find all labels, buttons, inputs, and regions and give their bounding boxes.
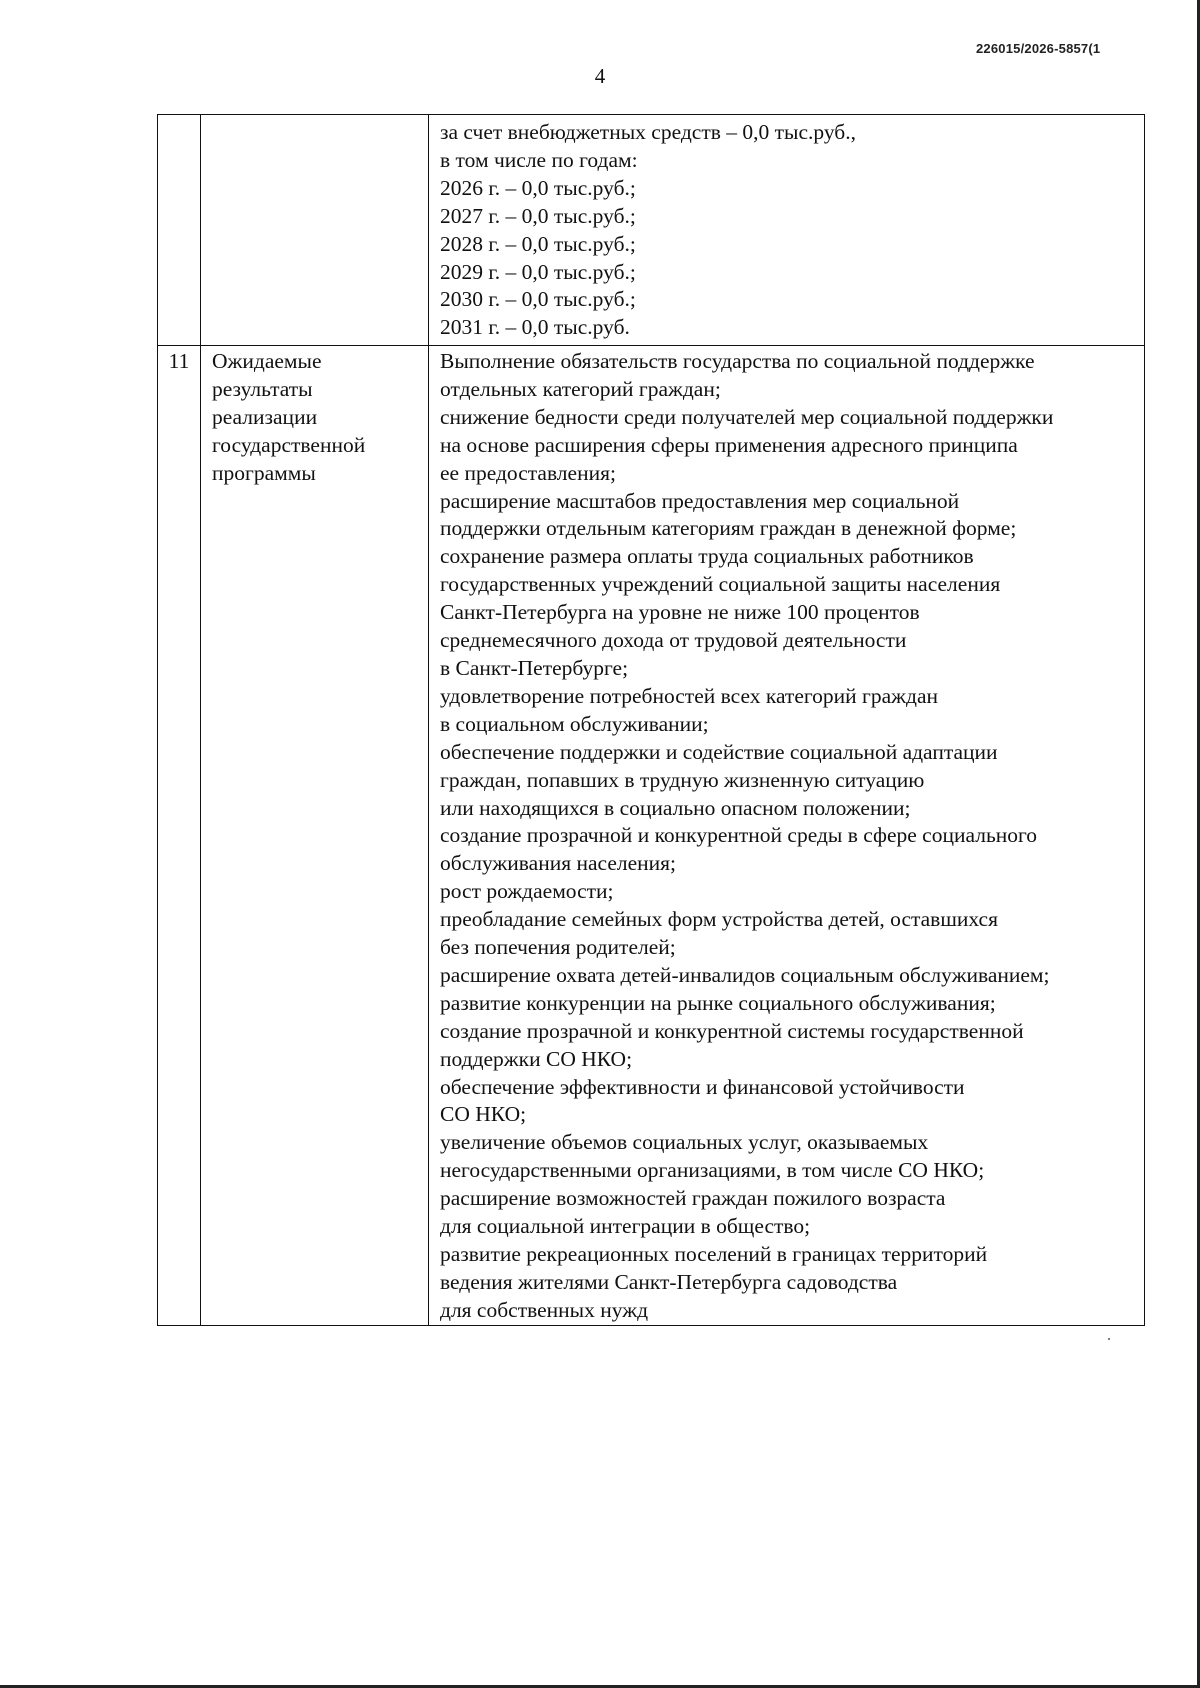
text-line: расширение масштабов предоставления мер социальной	[440, 488, 960, 513]
table-row	[158, 115, 1145, 346]
text-line: СО НКО;	[440, 1102, 527, 1127]
text-line: для социальной интеграции в общество;	[440, 1214, 811, 1239]
text-line: 2030 г. – 0,0 тыс.руб.;	[440, 287, 636, 312]
row-name-cell	[201, 346, 429, 1326]
text-line: отдельных категорий граждан;	[440, 376, 721, 401]
row-number-cell	[158, 115, 201, 346]
scan-speck	[1108, 1338, 1110, 1340]
text-line: обслуживания населения;	[440, 851, 677, 876]
text-line: ведения жителями Санкт-Петербурга садоводства	[440, 1269, 898, 1294]
text-line: развитие рекреационных поселений в границах территорий	[440, 1242, 988, 1266]
name-line: Ожидаемые	[212, 349, 322, 373]
text-line: создание прозрачной и конкурентной системы государственной	[440, 1018, 1024, 1043]
text-line: без попечения родителей;	[440, 935, 676, 960]
program-passport-table	[157, 114, 1145, 1326]
text-line: 2026 г. – 0,0 тыс.руб.;	[440, 175, 636, 200]
text-line: Выполнение обязательств государства по социальной поддержке	[440, 349, 1035, 373]
row-text-cell	[429, 346, 1145, 1326]
text-line: расширение возможностей граждан пожилого возраста	[440, 1186, 946, 1211]
name-line: реализации	[212, 404, 318, 429]
text-line: граждан, попавших в трудную жизненную ситуацию	[440, 767, 925, 792]
text-line: для собственных нужд	[440, 1297, 649, 1322]
text-line: среднемесячного дохода от трудовой деятельности	[440, 628, 907, 653]
page-number	[0, 64, 1200, 88]
text-line: увеличение объемов социальных услуг, оказываемых	[440, 1130, 929, 1155]
text-line: на основе расширения сферы применения адресного принципа	[440, 432, 1018, 457]
text-line: сохранение размера оплаты труда социальных работников	[440, 544, 974, 569]
text-line: 2029 г. – 0,0 тыс.руб.;	[440, 259, 636, 284]
text-line: в Санкт-Петербурге;	[440, 655, 629, 680]
text-line: в том числе по годам:	[440, 147, 638, 172]
text-line: негосударственными организациями, в том числе СО НКО;	[440, 1158, 985, 1183]
text-line: за счет внебюджетных средств – 0,0 тыс.руб.,	[440, 120, 856, 144]
text-line: поддержки отдельным категориям граждан в денежной форме;	[440, 516, 1017, 541]
text-line: расширение охвата детей-инвалидов социальным обслуживанием;	[440, 962, 1050, 987]
text-line: обеспечение эффективности и финансовой устойчивости	[440, 1074, 965, 1099]
text-line: Санкт-Петербурга на уровне не ниже 100 процентов	[440, 600, 920, 625]
text-line: рост рождаемости;	[440, 879, 614, 904]
text-line: развитие конкуренции на рынке социального обслуживания;	[440, 990, 996, 1015]
text-line: обеспечение поддержки и содействие социальной адаптации	[440, 739, 998, 764]
text-line: создание прозрачной и конкурентной среды в сфере социального	[440, 823, 1038, 848]
document-id: 226015/2026-5857(1	[976, 41, 1101, 56]
row-number-cell: 11	[158, 346, 201, 1326]
name-line: программы	[212, 460, 316, 485]
text-line: удовлетворение потребностей всех категорий граждан	[440, 683, 938, 708]
name-line: результаты	[212, 376, 313, 401]
text-line: в социальном обслуживании;	[440, 711, 709, 736]
text-line: преобладание семейных форм устройства детей, оставшихся	[440, 907, 998, 932]
text-line: 2027 г. – 0,0 тыс.руб.;	[440, 203, 636, 228]
text-line: 2028 г. – 0,0 тыс.руб.;	[440, 231, 636, 256]
name-line: государственной	[212, 432, 366, 457]
text-line: или находящихся в социально опасном положении;	[440, 795, 911, 820]
row-text-cell	[429, 115, 1145, 346]
text-line: поддержки СО НКО;	[440, 1046, 633, 1071]
text-line: ее предоставления;	[440, 460, 616, 485]
text-line: 2031 г. – 0,0 тыс.руб.	[440, 315, 630, 340]
table-row	[158, 346, 1145, 1326]
text-line: снижение бедности среди получателей мер социальной поддержки	[440, 404, 1054, 429]
text-line: государственных учреждений социальной защиты населения	[440, 572, 1001, 597]
row-name-cell	[201, 115, 429, 346]
page-number-text: 4	[594, 64, 606, 88]
